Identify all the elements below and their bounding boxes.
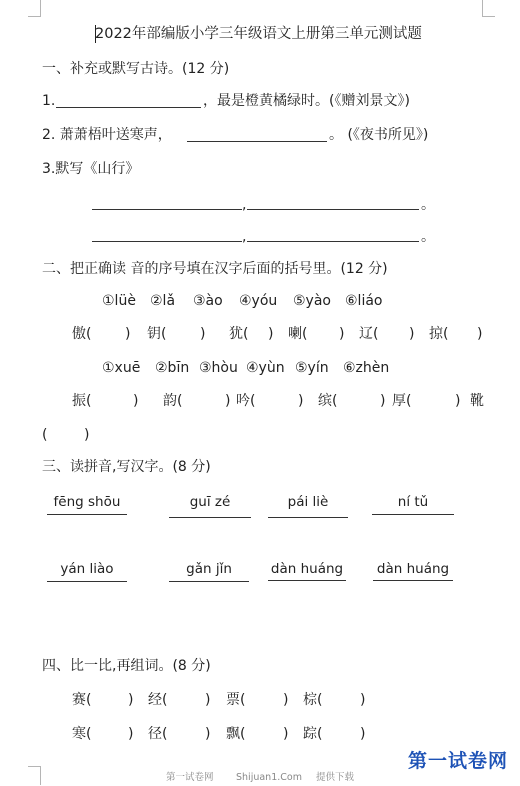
pinyin-prompt: ní tǔ bbox=[397, 494, 429, 510]
pinyin-prompt: pái liè bbox=[287, 494, 329, 510]
pinyin-option: ③hòu bbox=[199, 360, 238, 376]
char-blank-open: 票( bbox=[226, 692, 246, 708]
crop-mark-bottom-left bbox=[28, 766, 41, 785]
section1-heading: 一、补充或默写古诗。(12 分) bbox=[42, 61, 230, 77]
pinyin-prompt: gǎn jǐn bbox=[186, 561, 232, 577]
answer-line[interactable] bbox=[47, 581, 127, 582]
answer-line[interactable] bbox=[169, 581, 249, 582]
char-blank-close: ) bbox=[409, 326, 415, 342]
wrap-bracket-close: ) bbox=[84, 427, 90, 443]
q2-blank[interactable] bbox=[187, 141, 327, 142]
wrap-bracket-open: ( bbox=[42, 427, 48, 443]
pinyin-prompt: yán liào bbox=[60, 561, 114, 577]
char-blank-close: ) bbox=[128, 726, 134, 742]
char-blank-close: ) bbox=[268, 326, 274, 342]
poem-line1-separator: , bbox=[242, 197, 247, 213]
char-blank-open: 犹( bbox=[229, 326, 249, 342]
char-blank-open: 径( bbox=[148, 726, 168, 742]
char-blank-open: 经( bbox=[148, 692, 168, 708]
char-blank-close: ) bbox=[360, 692, 366, 708]
char-blank-open: 寒( bbox=[72, 726, 92, 742]
pinyin-prompt: guī zé bbox=[189, 494, 231, 510]
section3-heading: 三、读拼音,写汉字。(8 分) bbox=[42, 459, 211, 475]
pinyin-option: ⑥zhèn bbox=[343, 360, 390, 376]
char-blank-close: ) bbox=[477, 326, 483, 342]
pinyin-prompt: fēng shōu bbox=[53, 494, 121, 510]
q1-number: 1. bbox=[42, 93, 56, 109]
pinyin-option: ②lǎ bbox=[150, 293, 176, 309]
char-blank-close: ) bbox=[339, 326, 345, 342]
answer-line[interactable] bbox=[169, 517, 251, 518]
footer-site-url: Shijuan1.Com bbox=[236, 772, 302, 783]
char-blank-open: 钥( bbox=[147, 326, 167, 342]
q3-text: 3.默写《山行》 bbox=[42, 161, 140, 177]
pinyin-option: ②bīn bbox=[155, 360, 190, 376]
char-blank-open: 振( bbox=[72, 393, 92, 409]
crop-mark-top-left bbox=[28, 0, 41, 17]
pinyin-option: ④yóu bbox=[239, 293, 278, 309]
answer-line[interactable] bbox=[268, 517, 348, 518]
footer-download: 提供下载 bbox=[316, 772, 355, 783]
q1-text: ，最是橙黄橘绿时。(《赠刘景文》) bbox=[203, 93, 410, 109]
char-blank-close: ) bbox=[360, 726, 366, 742]
char-blank-close: ) bbox=[128, 692, 134, 708]
char-blank-open: 棕( bbox=[303, 692, 323, 708]
char-blank-close: ) bbox=[133, 393, 139, 409]
char-item-wrapped: 靴 bbox=[470, 393, 484, 409]
q1-blank[interactable] bbox=[56, 107, 201, 108]
char-blank-open: 缤( bbox=[318, 393, 338, 409]
pinyin-option: ③ào bbox=[193, 293, 223, 309]
char-blank-open: 吟( bbox=[236, 393, 256, 409]
answer-line[interactable] bbox=[47, 514, 127, 515]
char-blank-close: ) bbox=[380, 393, 386, 409]
char-blank-open: 辽( bbox=[359, 326, 379, 342]
crop-mark-top-right bbox=[482, 0, 495, 17]
pinyin-option: ⑤yào bbox=[293, 293, 331, 309]
char-blank-open: 韵( bbox=[163, 393, 183, 409]
pinyin-option: ①xuē bbox=[102, 360, 141, 376]
poem-line1-blank-b[interactable] bbox=[247, 209, 419, 210]
poem-line2-blank-a[interactable] bbox=[92, 241, 242, 242]
char-blank-close: ) bbox=[205, 726, 211, 742]
pinyin-option: ①lüè bbox=[102, 293, 136, 309]
answer-line[interactable] bbox=[373, 580, 453, 581]
pinyin-option: ⑥liáo bbox=[345, 293, 383, 309]
poem-line1-blank-a[interactable] bbox=[92, 209, 242, 210]
pinyin-option: ④yùn bbox=[246, 360, 285, 376]
brand-watermark: 第一试卷网 bbox=[408, 750, 509, 772]
poem-line2-separator: , bbox=[242, 229, 247, 245]
char-blank-close: ) bbox=[205, 692, 211, 708]
char-blank-close: ) bbox=[225, 393, 231, 409]
char-blank-open: 喇( bbox=[288, 326, 308, 342]
q2-source: 。 (《夜书所见》) bbox=[329, 127, 429, 143]
poem-line2-end: 。 bbox=[421, 229, 435, 245]
pinyin-prompt: dàn huáng bbox=[376, 561, 450, 577]
section2-heading: 二、把正确读 音的序号填在汉字后面的括号里。(12 分) bbox=[42, 261, 388, 277]
q2-text: 2. 萧萧梧叶送寒声， bbox=[42, 127, 172, 143]
char-blank-close: ) bbox=[200, 326, 206, 342]
char-blank-open: 踪( bbox=[303, 726, 323, 742]
answer-line[interactable] bbox=[268, 580, 346, 581]
char-blank-close: ) bbox=[283, 692, 289, 708]
footer-site-name: 第一试卷网 bbox=[166, 772, 214, 783]
char-blank-open: 掠( bbox=[429, 326, 449, 342]
char-blank-close: ) bbox=[298, 393, 304, 409]
char-blank-open: 飘( bbox=[226, 726, 246, 742]
pinyin-option: ⑤yín bbox=[295, 360, 329, 376]
char-blank-close: ) bbox=[283, 726, 289, 742]
answer-line[interactable] bbox=[372, 514, 454, 515]
page-title: 2022年部编版小学三年级语文上册第三单元测试题 bbox=[95, 26, 422, 42]
char-blank-open: 傲( bbox=[72, 326, 92, 342]
char-blank-open: 厚( bbox=[392, 393, 412, 409]
char-blank-close: ) bbox=[125, 326, 131, 342]
poem-line1-end: 。 bbox=[421, 197, 435, 213]
char-blank-close: ) bbox=[455, 393, 461, 409]
section4-heading: 四、比一比,再组词。(8 分) bbox=[42, 658, 211, 674]
char-blank-open: 赛( bbox=[72, 692, 92, 708]
poem-line2-blank-b[interactable] bbox=[247, 241, 419, 242]
pinyin-prompt: dàn huáng bbox=[270, 561, 344, 577]
